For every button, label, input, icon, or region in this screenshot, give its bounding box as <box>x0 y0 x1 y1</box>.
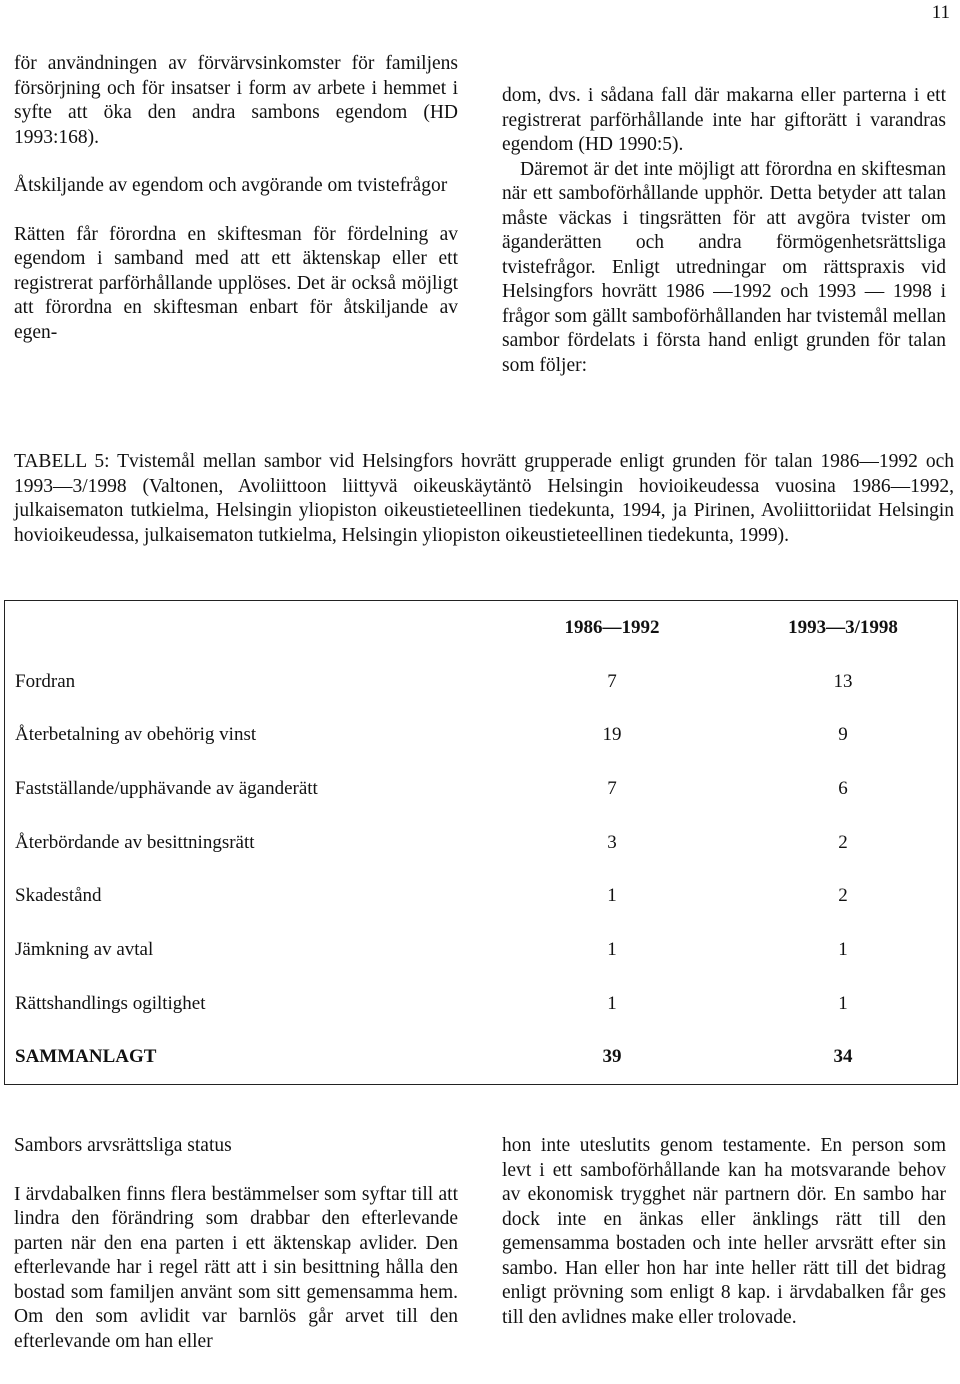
left-column-bottom <box>14 1134 458 1354</box>
row-value-period-2: 9 <box>838 724 848 746</box>
section-heading: Åtskiljande av egendom och avgörande om tvistefrågor <box>14 175 448 196</box>
paragraph: för användningen av förvärvsinkomster för familjens försörjning och för insatser i form av arbete i hemmet i syfte att öka den andra sambons egendom (HD 1993:168). <box>14 53 458 148</box>
table-row <box>5 816 958 870</box>
table-caption: TABELL 5: Tvistemål mellan sambor vid Helsingfors hovrätt grupperade enligt grunden för talan 1986—1992 och 1993—3/1998 (Valtonen, Avoliittoon liittyvä oikeuskäytäntö Helsingin hovioikeudessa vuosina 1986—1992, julkaisematon tutkielma, Helsingin yliopiston oikeustieteellinen tiedekunta, 1994, ja Pirinen, Avoliittoriidat Helsingin hovioikeudessa, julkaisematon tutkielma, Helsingin yliopiston oikeustieteellinen tiedekunta, 1999). <box>14 451 954 546</box>
row-value-period-1: 1 <box>607 939 617 961</box>
row-label: Fastställande/upphävande av äganderätt <box>15 778 318 800</box>
row-label: Rättshandlings ogiltighet <box>15 992 206 1014</box>
table-header-row <box>5 601 958 655</box>
row-value-period-2: 6 <box>838 778 848 800</box>
paragraph: hon inte uteslutits genom testamente. En person som levt i ett samboförhållande kan ha motsvarande behov av ekonomisk trygghet när partnern dör. En sambo har dock inte en änkas eller änklings rätt till den gemensamma bostaden och inte heller arvsrätt efter sin sambo. Han eller hon har inte heller rätt till det bidrag enligt prövning som enligt 8 kap. i ärvdabalken får ges till den avlidnes make eller trolovade. <box>502 1135 946 1328</box>
row-label: Jämkning av avtal <box>15 939 154 961</box>
page-number: 11 <box>931 2 950 23</box>
right-column-bottom <box>502 1134 946 1330</box>
row-value-period-1: 3 <box>607 831 617 853</box>
row-value-period-1: 7 <box>607 670 617 692</box>
total-label: SAMMANLAGT <box>15 1046 157 1068</box>
right-column-top <box>502 84 946 378</box>
table-row <box>5 762 958 816</box>
row-value-period-2: 2 <box>838 831 848 853</box>
section-heading: Sambors arvsrättsliga status <box>14 1135 232 1156</box>
paragraph: Rätten får förordna en skiftesman för fördelning av egendom i samband med att ett äktenskap eller ett registrerat parförhållande upplöses. Det är också möjligt att förordna en skiftesman enbart för åtskiljande av egen- <box>14 223 458 343</box>
paragraph: I ärvdabalken finns flera bestämmelser som syftar till att lindra den förändring som drabbar den efterlevande parten när den ena parten i ett äktenskap avlider. Den efterlevande har i regel rätt att i sin besittning hålla den bostad som familjen använt som sitt gemensamma hem. Om den som avlidit var barnlös går arvet till den efterlevande om han eller <box>14 1183 458 1352</box>
row-label: Återbördande av besittningsrätt <box>15 831 255 853</box>
table-header-period-1: 1986—1992 <box>564 616 660 638</box>
table-row <box>5 655 958 709</box>
row-value-period-1: 19 <box>602 724 622 746</box>
table-row <box>5 870 958 924</box>
paragraph: Däremot är det inte möjligt att förordna en skiftesman när ett samboförhållande upphör. Detta betyder att talan måste väckas i tingsrätten för att avgöra tvister om äganderätten och andra förmögenhetsrättsliga tvistefrågor. Enligt utredningar om rättspraxis vid Helsingfors hovrätt 1986 —1992 och 1993 — 1998 i frågor som gällt samboförhållanden har tvistemål mellan sambor fördelats i första hand enligt grunden för talan som följer: <box>502 158 946 376</box>
row-value-period-2: 1 <box>838 939 848 961</box>
data-table <box>4 600 958 1085</box>
row-label: Fordran <box>15 670 76 692</box>
row-value-period-1: 7 <box>607 778 617 800</box>
row-value-period-1: 1 <box>607 992 617 1014</box>
table-row <box>5 977 958 1031</box>
table-row <box>5 709 958 763</box>
table-header-period-2: 1993—3/1998 <box>788 616 898 638</box>
table-header-label <box>5 601 496 655</box>
total-value-period-2: 34 <box>833 1046 853 1068</box>
table-total-row <box>5 1031 958 1085</box>
left-column-top <box>14 52 458 345</box>
total-value-period-1: 39 <box>602 1046 622 1068</box>
row-label: Skadestånd <box>15 885 102 907</box>
row-value-period-2: 13 <box>833 670 853 692</box>
row-value-period-2: 2 <box>838 885 848 907</box>
row-value-period-1: 1 <box>607 885 617 907</box>
row-label: Återbetalning av obehörig vinst <box>15 724 257 746</box>
table-row <box>5 923 958 977</box>
row-value-period-2: 1 <box>838 992 848 1014</box>
paragraph: dom, dvs. i sådana fall där makarna eller parterna i ett registrerat parförhållande inte har giftorätt i varandras egendom (HD 1990:5). <box>502 85 946 155</box>
